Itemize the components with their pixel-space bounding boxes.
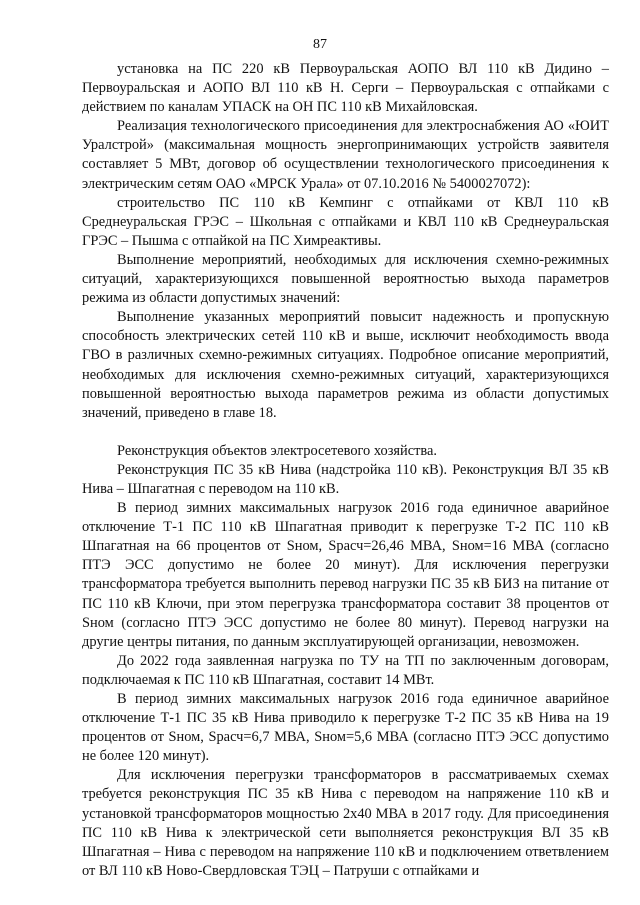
paragraph: До 2022 года заявленная нагрузка по ТУ на ТП по заключенным договорам, подключаемая к ПС 110 кВ Шпагатная, составит 14 МВт.	[82, 652, 609, 688]
paragraph: Выполнение указанных мероприятий повысит надежность и пропускную способность электрических сетей 110 кВ и выше, исключит необходимость ввода ГВО в различных схемно-режимных ситуациях. Подробное описание мероприятий, необходимых для исключения схемно-режимных ситуаций, характеризующихся повышенной вероятностью выхода параметров режима из области допустимых значений, приведено в главе 18.	[82, 309, 609, 421]
paragraph: Реконструкция ПС 35 кВ Нива (надстройка 110 кВ). Реконструкция ВЛ 35 кВ Нива – Шпагатная с переводом на 110 кВ.	[82, 461, 609, 497]
page-number: 87	[313, 37, 327, 52]
paragraph: установка на ПС 220 кВ Первоуральская АОПО ВЛ 110 кВ Дидино – Первоуральская и АОПО ВЛ 110 кВ Н. Серги – Первоуральская с отпайками с действием по каналам УПАСК на ОН ПС 110 кВ Михайловская.	[82, 61, 609, 116]
paragraph: Реализация технологического присоединения для электроснабжения АО «ЮИТ Уралстрой» (максимальная мощность энергопринимающих устройств заявителя составляет 5 МВт, договор об осуществлении технологического присоединения к электрическим сетям ОАО «МРСК Урала» от 07.10.2016 № 5400027072):	[82, 118, 609, 192]
paragraph: В период зимних максимальных нагрузок 2016 года единичное аварийное отключение Т-1 ПС 110 кВ Шпагатная приводит к перегрузке Т-2 ПС 110 кВ Шпагатная на 66 процентов от Sном, Sрасч=26,46 МВА, Sном=16 МВА (согласно ПТЭ ЭСС допустимо не более 20 минут). Для исключения перегрузки трансформатора требуется выполнить перевод нагрузки ПС 35 кВ БИЗ на питание от ПС 110 кВ Ключи, при этом перегрузка трансформатора составит 38 процентов от Sном (согласно ПТЭ ЭСС допустимо не более 80 минут). Перевод нагрузки на другие центры питания, по данным эксплуатирующей организации, невозможен.	[82, 500, 609, 650]
paragraph: Для исключения перегрузки трансформаторов в рассматриваемых схемах требуется реконструкция ПС 35 кВ Нива с переводом на напряжение 110 кВ и установкой трансформаторов мощностью 2х40 МВА в 2017 году. Для присоединения ПС 110 кВ Нива к электрической сети выполняется реконструкция ВЛ 35 кВ Шпагатная – Нива с переводом на напряжение 110 кВ и подключением ответвлением от ВЛ 110 кВ Ново-Свердловская ТЭЦ – Патруши с отпайками и	[82, 767, 609, 879]
paragraph: В период зимних максимальных нагрузок 2016 года единичное аварийное отключение Т-1 ПС 35 кВ Нива приводило к перегрузке Т-2 ПС 35 кВ Нива на 19 процентов от Sном, Sрасч=6,7 МВА, Sном=5,6 МВА (согласно ПТЭ ЭСС допустимо не более 120 минут).	[82, 691, 609, 765]
document-body	[82, 60, 609, 881]
paragraph: строительство ПС 110 кВ Кемпинг с отпайками от КВЛ 110 кВ Среднеуральская ГРЭС – Школьная с отпайками и КВЛ 110 кВ Среднеуральская ГРЭС – Пышма с отпайкой на ПС Химреактивы.	[82, 194, 609, 249]
section-heading: Реконструкция объектов электросетевого хозяйства.	[117, 442, 437, 459]
paragraph: Выполнение мероприятий, необходимых для исключения схемно-режимных ситуаций, характеризующихся повышенной вероятностью выхода параметров режима из области допустимых значений:	[82, 251, 609, 307]
paragraph-spacer	[82, 423, 609, 442]
